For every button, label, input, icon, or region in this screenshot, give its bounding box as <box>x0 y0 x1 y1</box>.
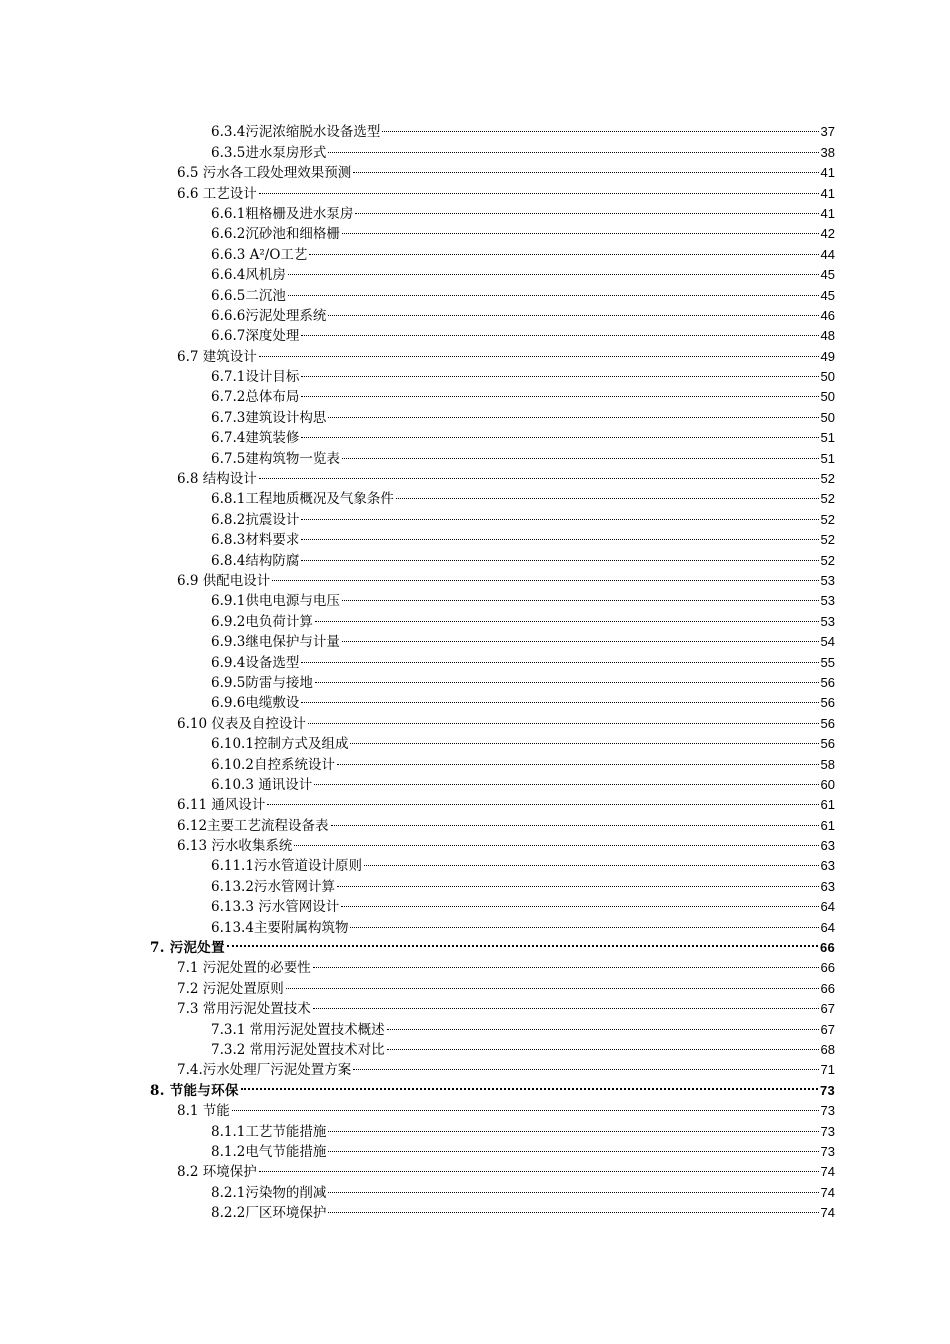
toc-entry-page-number: 58 <box>820 756 835 772</box>
toc-entry-page-number: 42 <box>820 226 835 242</box>
toc-entry-title: 8.2 环境保护 <box>177 1164 257 1181</box>
toc-entry-title: 6.7.2总体布局 <box>211 389 300 406</box>
toc-entry-page-number: 53 <box>820 613 835 629</box>
dot-leader <box>286 972 819 992</box>
dot-leader <box>288 279 819 299</box>
toc-entry-page-number: 74 <box>820 1205 835 1221</box>
toc-entry[interactable] <box>0 646 950 671</box>
toc-entry-title: 6.9.4设备选型 <box>211 654 300 671</box>
toc-entry[interactable] <box>0 1176 950 1201</box>
toc-entry-page-number: 63 <box>820 878 835 894</box>
dot-leader <box>259 463 819 483</box>
toc-entry-title: 6.9 供配电设计 <box>177 572 271 589</box>
toc-entry-title: 6.7.1设计目标 <box>211 369 300 386</box>
toc-entry-page-number: 73 <box>819 1082 835 1098</box>
toc-entry-page-number: 66 <box>819 940 835 956</box>
toc-entry-page-number: 55 <box>820 654 835 670</box>
toc-entry-page-number: 41 <box>820 165 835 181</box>
toc-entry[interactable] <box>0 320 950 345</box>
toc-entry[interactable] <box>0 748 950 773</box>
toc-entry-page-number: 51 <box>820 430 835 446</box>
toc-entry[interactable] <box>0 830 950 855</box>
dot-leader <box>387 1013 819 1033</box>
toc-entry[interactable] <box>0 259 950 284</box>
toc-entry-title: 6.7.3建筑设计构思 <box>211 409 327 426</box>
toc-entry-title: 6.13.4主要附属构筑物 <box>211 919 349 936</box>
toc-entry-page-number: 73 <box>820 1123 835 1139</box>
dot-leader <box>314 769 818 789</box>
toc-entry-title: 6.10.3 通讯设计 <box>211 776 313 793</box>
dot-leader <box>364 850 819 870</box>
dot-leader <box>308 707 819 727</box>
toc-entry[interactable] <box>0 728 950 753</box>
toc-entry-page-number: 63 <box>820 838 835 854</box>
toc-entry-page-number: 73 <box>820 1103 835 1119</box>
toc-entry[interactable] <box>0 870 950 895</box>
dot-leader <box>353 157 818 177</box>
toc-entry-title: 6.7 建筑设计 <box>177 348 257 365</box>
toc-entry[interactable] <box>0 1013 950 1038</box>
toc-entry[interactable] <box>0 524 950 549</box>
table-of-contents <box>0 116 950 1222</box>
toc-entry-page-number: 52 <box>820 471 835 487</box>
dot-leader <box>301 646 818 666</box>
toc-entry-page-number: 74 <box>820 1164 835 1180</box>
toc-entry-title: 6.6.2沉砂池和细格栅 <box>211 226 340 243</box>
toc-entry[interactable] <box>0 340 950 365</box>
dot-leader <box>331 809 819 829</box>
toc-entry-title: 6.13.3 污水管网设计 <box>211 899 340 916</box>
toc-entry-title: 6.10.2自控系统设计 <box>211 756 335 773</box>
toc-entry-page-number: 67 <box>820 1001 835 1017</box>
toc-entry-page-number: 61 <box>820 817 835 833</box>
toc-entry-title: 6.9.6电缆敷设 <box>211 695 300 712</box>
toc-entry-title: 6.13 污水收集系统 <box>177 838 293 855</box>
toc-entry-title: 6.7.4建筑装修 <box>211 430 300 447</box>
toc-entry[interactable] <box>0 850 950 875</box>
toc-entry[interactable] <box>0 1034 950 1058</box>
dot-leader <box>241 1074 818 1094</box>
toc-entry-title: 6.9.3继电保护与计量 <box>211 634 340 651</box>
toc-entry-page-number: 64 <box>820 919 835 935</box>
toc-entry-page-number: 68 <box>820 1041 835 1057</box>
dot-leader <box>328 1176 818 1196</box>
toc-entry-title: 7.3.1 常用污泥处置技术概述 <box>211 1021 385 1038</box>
dot-leader <box>272 565 818 585</box>
toc-entry-page-number: 66 <box>820 980 835 996</box>
toc-entry-title: 8. 节能与环保 <box>150 1082 239 1099</box>
dot-leader <box>259 177 819 197</box>
toc-entry-title: 6.6 工艺设计 <box>177 185 257 202</box>
toc-entry[interactable] <box>0 218 950 243</box>
toc-entry-title: 6.8.2抗震设计 <box>211 511 300 528</box>
toc-entry[interactable] <box>0 177 950 202</box>
toc-entry[interactable] <box>0 1115 950 1140</box>
dot-leader <box>301 381 818 401</box>
toc-entry-title: 6.8.4结构防腐 <box>211 552 300 569</box>
dot-leader <box>294 830 818 850</box>
dot-leader <box>301 320 818 340</box>
toc-entry[interactable] <box>0 1074 950 1099</box>
toc-entry-page-number: 41 <box>820 185 835 201</box>
toc-entry-title: 8.2.2厂区环境保护 <box>211 1205 327 1222</box>
toc-entry-page-number: 56 <box>820 736 835 752</box>
toc-entry-title: 6.6.6污泥处理系统 <box>211 307 327 324</box>
dot-leader <box>396 483 819 503</box>
dot-leader <box>309 238 818 258</box>
dot-leader <box>353 1054 818 1074</box>
toc-entry-page-number: 41 <box>820 205 835 221</box>
toc-entry-page-number: 66 <box>820 960 835 976</box>
toc-entry-page-number: 52 <box>820 552 835 568</box>
toc-entry-title: 7.4.污水处理厂污泥处置方案 <box>177 1062 352 1079</box>
toc-entry-page-number: 60 <box>820 776 835 792</box>
toc-entry-page-number: 52 <box>820 532 835 548</box>
dot-leader <box>337 748 819 768</box>
toc-entry[interactable] <box>0 483 950 508</box>
dot-leader <box>387 1034 819 1054</box>
dot-leader <box>328 136 818 156</box>
toc-entry-title: 6.10 仪表及自控设计 <box>177 715 306 732</box>
toc-entry-title: 6.6.1粗格栅及进水泵房 <box>211 205 354 222</box>
toc-entry[interactable] <box>0 585 950 610</box>
toc-entry[interactable] <box>0 544 950 569</box>
toc-entry-page-number: 71 <box>820 1062 835 1078</box>
toc-entry-title: 7.2 污泥处置原则 <box>177 980 284 997</box>
toc-entry-page-number: 38 <box>820 144 835 160</box>
dot-leader <box>301 544 818 564</box>
toc-entry[interactable] <box>0 993 950 1018</box>
toc-entry-title: 7.3 常用污泥处置技术 <box>177 1001 311 1018</box>
dot-leader <box>232 1095 819 1115</box>
dot-leader <box>301 524 818 544</box>
dot-leader <box>328 1197 818 1217</box>
toc-entry-page-number: 61 <box>820 797 835 813</box>
toc-entry[interactable] <box>0 565 950 589</box>
toc-entry-page-number: 53 <box>820 572 835 588</box>
toc-entry-title: 6.6.7深度处理 <box>211 328 300 345</box>
toc-entry-page-number: 53 <box>820 593 835 609</box>
toc-entry-page-number: 50 <box>820 389 835 405</box>
toc-entry[interactable] <box>0 136 950 161</box>
toc-entry-title: 6.13.2污水管网计算 <box>211 878 335 895</box>
toc-entry[interactable] <box>0 605 950 630</box>
toc-entry[interactable] <box>0 279 950 304</box>
toc-entry-page-number: 48 <box>820 328 835 344</box>
toc-entry-title: 6.9.5防雷与接地 <box>211 674 313 691</box>
toc-entry-page-number: 50 <box>820 409 835 425</box>
toc-entry-page-number: 51 <box>820 450 835 466</box>
toc-entry[interactable] <box>0 707 950 732</box>
dot-leader <box>301 422 818 442</box>
dot-leader <box>288 259 819 279</box>
toc-entry-page-number: 45 <box>820 287 835 303</box>
dot-leader <box>342 626 819 646</box>
dot-leader <box>259 340 819 360</box>
toc-entry-title: 6.3.4污泥浓缩脱水设备选型 <box>211 124 381 141</box>
toc-entry-title: 6.12主要工艺流程设备表 <box>177 817 329 834</box>
toc-entry-page-number: 54 <box>820 634 835 650</box>
toc-entry-title: 8.1.1工艺节能措施 <box>211 1123 327 1140</box>
toc-entry[interactable] <box>0 769 950 793</box>
dot-leader <box>328 401 818 421</box>
toc-entry-title: 6.6.5二沉池 <box>211 287 286 304</box>
toc-entry-page-number: 52 <box>820 491 835 507</box>
toc-entry[interactable] <box>0 932 950 957</box>
dot-leader <box>301 361 818 381</box>
toc-entry[interactable] <box>0 157 950 182</box>
toc-entry[interactable] <box>0 422 950 447</box>
toc-entry-page-number: 64 <box>820 899 835 915</box>
dot-leader <box>328 1115 818 1135</box>
dot-leader <box>313 952 819 972</box>
dot-leader <box>382 116 818 136</box>
toc-entry-title: 6.5 污水各工段处理效果预测 <box>177 165 352 182</box>
toc-entry[interactable] <box>0 1054 950 1079</box>
dot-leader <box>267 789 818 809</box>
toc-entry-title: 6.9.2电负荷计算 <box>211 613 313 630</box>
dot-leader <box>315 667 819 687</box>
dot-leader <box>301 503 818 523</box>
toc-entry[interactable] <box>0 626 950 651</box>
toc-entry-title: 6.7.5建构筑物一览表 <box>211 450 340 467</box>
toc-entry-title: 7.3.2 常用污泥处置技术对比 <box>211 1041 385 1058</box>
toc-entry[interactable] <box>0 503 950 528</box>
toc-entry-title: 8.2.1污染物的削减 <box>211 1184 327 1201</box>
toc-entry-title: 6.6.3 A²/O工艺 <box>211 246 308 263</box>
toc-entry-title: 6.3.5进水泵房形式 <box>211 144 327 161</box>
dot-leader <box>313 993 819 1013</box>
toc-entry-title: 6.8.1工程地质概况及气象条件 <box>211 491 394 508</box>
toc-entry[interactable] <box>0 1095 950 1120</box>
toc-entry-title: 7.1 污泥处置的必要性 <box>177 960 311 977</box>
toc-entry-title: 6.6.4风机房 <box>211 267 286 284</box>
dot-leader <box>350 911 818 931</box>
dot-leader <box>328 1136 818 1156</box>
dot-leader <box>355 198 818 218</box>
dot-leader <box>227 932 818 952</box>
toc-entry-title: 6.10.1控制方式及组成 <box>211 736 349 753</box>
toc-entry-page-number: 44 <box>820 246 835 262</box>
toc-entry-title: 6.11.1污水管道设计原则 <box>211 858 362 875</box>
dot-leader <box>328 300 818 320</box>
dot-leader <box>342 442 819 462</box>
dot-leader <box>341 891 818 911</box>
toc-entry[interactable] <box>0 1197 950 1222</box>
toc-entry-title: 8.1.2电气节能措施 <box>211 1143 327 1160</box>
toc-entry[interactable] <box>0 891 950 916</box>
toc-entry[interactable] <box>0 1136 950 1160</box>
toc-entry[interactable] <box>0 1156 950 1181</box>
toc-entry-title: 8.1 节能 <box>177 1103 230 1120</box>
toc-entry-page-number: 73 <box>820 1143 835 1159</box>
toc-entry[interactable] <box>0 809 950 834</box>
toc-entry-page-number: 50 <box>820 369 835 385</box>
toc-entry-page-number: 56 <box>820 674 835 690</box>
dot-leader <box>342 585 819 605</box>
toc-entry-page-number: 56 <box>820 695 835 711</box>
toc-entry[interactable] <box>0 911 950 936</box>
toc-entry[interactable] <box>0 361 950 386</box>
toc-entry-title: 6.11 通风设计 <box>177 797 266 814</box>
toc-entry[interactable] <box>0 952 950 977</box>
toc-entry[interactable] <box>0 401 950 426</box>
toc-entry-page-number: 46 <box>820 307 835 323</box>
toc-entry-title: 6.8 结构设计 <box>177 471 257 488</box>
dot-leader <box>301 687 818 707</box>
toc-entry[interactable] <box>0 238 950 263</box>
toc-entry[interactable] <box>0 789 950 814</box>
toc-entry[interactable] <box>0 198 950 222</box>
toc-entry[interactable] <box>0 463 950 488</box>
dot-leader <box>342 218 819 238</box>
toc-entry-page-number: 45 <box>820 267 835 283</box>
toc-entry-title: 6.9.1供电电源与电压 <box>211 593 340 610</box>
toc-entry-title: 7. 污泥处置 <box>150 940 225 957</box>
toc-entry-page-number: 49 <box>820 348 835 364</box>
toc-entry-title: 6.8.3材料要求 <box>211 532 300 549</box>
toc-entry-page-number: 52 <box>820 511 835 527</box>
toc-entry[interactable] <box>0 687 950 712</box>
dot-leader <box>315 605 819 625</box>
toc-entry-page-number: 63 <box>820 858 835 874</box>
toc-entry[interactable] <box>0 972 950 997</box>
toc-entry-page-number: 56 <box>820 715 835 731</box>
dot-leader <box>350 728 818 748</box>
toc-entry-page-number: 67 <box>820 1021 835 1037</box>
toc-entry[interactable] <box>0 667 950 691</box>
dot-leader <box>259 1156 819 1176</box>
toc-entry-page-number: 37 <box>820 124 835 140</box>
toc-entry-page-number: 74 <box>820 1184 835 1200</box>
toc-entry[interactable] <box>0 442 950 467</box>
toc-entry[interactable] <box>0 116 950 141</box>
toc-entry[interactable] <box>0 381 950 406</box>
toc-entry[interactable] <box>0 300 950 324</box>
dot-leader <box>337 870 819 890</box>
